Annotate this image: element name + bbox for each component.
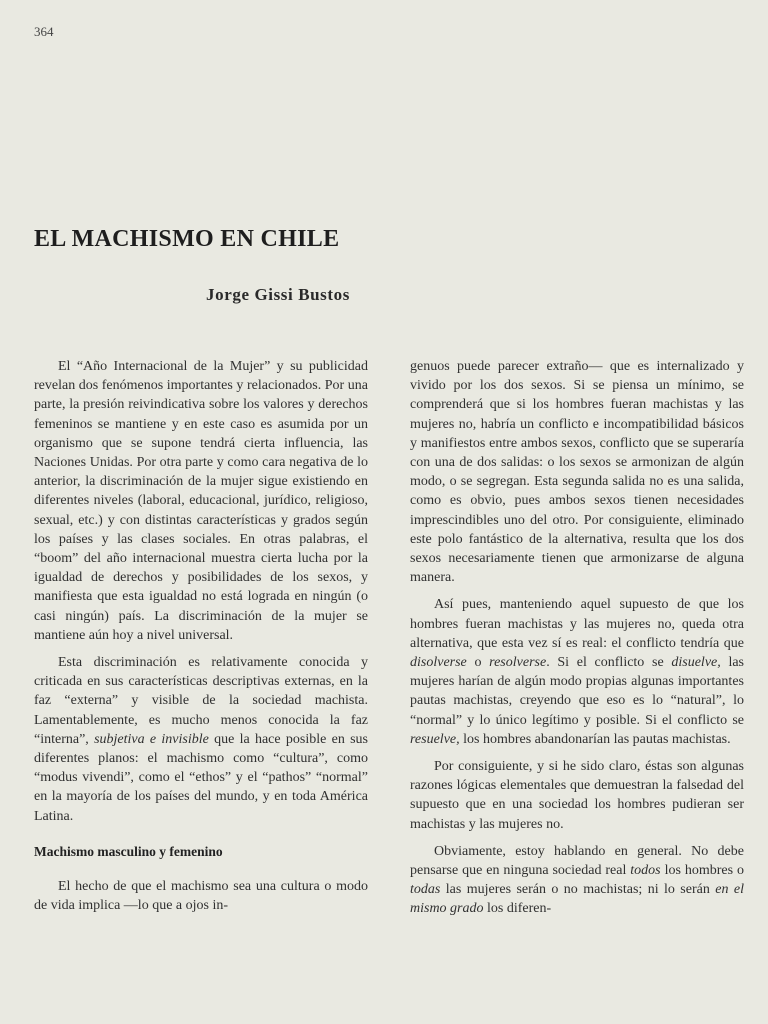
right-paragraph-1: genuos puede parecer extraño— que es internalizado y vivido por los dos sexos. Si se piensa un mínimo, se comprenderá que si los hombres fueran machistas y las mujeres no, habría un conflicto e incompatibilidad básicos y manifiestos entre ambos sexos, conflicto que se superaría con una de dos salidas: o los sexos se armonizan de algún modo, o se segregan. Esta segunda salida no es una salida, como es obvio, pues ambos sexos tienen necesidades imprescindibles uno del otro. Por consiguiente, eliminado este polo fantástico de la alternativa, resulta que los dos sexos necesariamente tienen que armonizarse de alguna manera. <box>410 359 744 586</box>
emphasis-text: subjetiva e invisible <box>94 731 209 747</box>
text-run: las mujeres serán o no machistas; ni lo serán <box>440 882 716 898</box>
emphasis-text: resuelve, <box>410 731 460 747</box>
emphasis-text: en el mismo grado <box>410 882 744 917</box>
left-paragraph-3: El hecho de que el machismo sea una cultura o modo de vida implica —lo que a ojos in- <box>34 879 368 914</box>
article-author: Jorge Gissi Bustos <box>206 285 350 304</box>
text-run: o <box>466 655 490 671</box>
right-paragraph-3: Por consiguiente, y si he sido claro, éstas son algunas razones lógicas elementales que demuestran la falsedad del supuesto que en una sociedad los hombres pudieran ser machistas y las mujeres no. <box>410 759 744 832</box>
emphasis-text: todas <box>410 882 441 898</box>
left-column <box>34 357 368 923</box>
text-run: los diferen- <box>483 901 552 917</box>
right-paragraph-4 <box>410 842 744 919</box>
text-run: las mujeres harían de algún modo propias algunas importantes pautas machistas, creyendo que eso es lo “natural”, lo “normal” y lo único legítimo y posible. Si el conflicto se <box>410 655 744 728</box>
left-paragraph-1: El “Año Internacional de la Mujer” y su publicidad revelan dos fenómenos importantes y relacionados. Por una parte, la presión reivindicativa sobre los valores y derechos femeninos se mantiene y en este caso es asumida por un organismo que se supone tendrá cierta influencia, las Naciones Unidas. Por otra parte y como cara negativa de lo anterior, la discriminación de la mujer sigue existiendo en diferentes niveles (laboral, educacional, jurídico, religioso, sexual, etc.) y con distintas características y grados según los países y las clases sociales. En otras palabras, el “boom” del año internacional muestra cierta lucha por la igualdad de derechos y posibilidades de los sexos, y manifiesta que esta igualdad no está lograda en ningún (o casi ningún) país. La discriminación de la mujer se mantiene aún hoy a nivel universal. <box>34 359 368 643</box>
emphasis-text: resolverse <box>489 655 547 671</box>
text-run: Así pues, manteniendo aquel supuesto de que los hombres fueran machistas y las mujeres no, queda otra alternativa, que esta vez sí es real: el conflicto tendría que <box>410 597 744 651</box>
emphasis-text: disolverse <box>410 655 467 671</box>
section-subheading: Machismo masculino y femenino <box>34 843 223 859</box>
left-paragraph-2 <box>34 653 368 826</box>
text-run: Esta discriminación es relativamente conocida y criticada en sus características descriptivas externas, en la faz “externa” y visible de la sociedad machista. Lamentablemente, es mucho menos conocida la faz “interna”, <box>34 655 368 747</box>
page-number: 364 <box>34 24 54 39</box>
emphasis-text: disuelve, <box>671 655 721 671</box>
right-column <box>410 357 744 927</box>
text-run: los hombres o <box>660 863 744 879</box>
text-run: que la hace posible en sus diferentes planos: el machismo como “cultura”, como “modus vivendi”, como el “ethos” y el “pathos” “normal” en la mayoría de los países del mundo, y en toda América Latina. <box>34 731 368 824</box>
text-run: Obviamente, estoy hablando en general. No debe pensarse que en ninguna sociedad real <box>410 843 744 879</box>
emphasis-text: todos <box>630 863 661 879</box>
text-run: los hombres abandonarían las pautas machistas. <box>459 731 731 747</box>
right-paragraph-2 <box>410 595 744 749</box>
article-title: EL MACHISMO EN CHILE <box>34 226 340 252</box>
text-run: . Si el conflicto se <box>546 655 672 671</box>
